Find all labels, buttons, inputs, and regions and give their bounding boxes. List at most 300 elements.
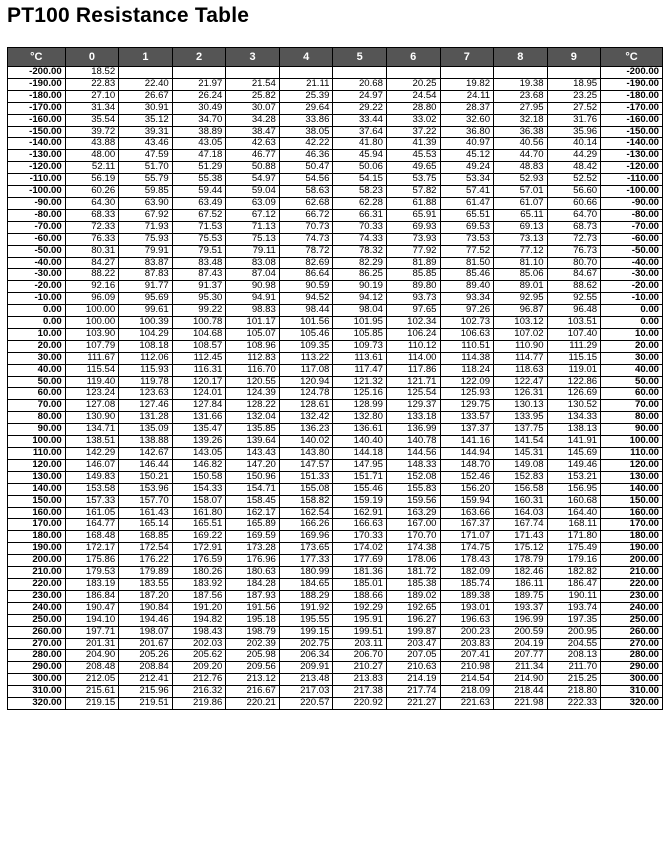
resistance-cell: 144.56	[386, 448, 440, 460]
resistance-cell: 58.23	[333, 186, 387, 198]
resistance-cell: 48.00	[65, 150, 119, 162]
temperature-cell: 80.00	[601, 412, 663, 424]
resistance-cell: 52.11	[65, 162, 119, 174]
temperature-cell: 100.00	[601, 436, 663, 448]
resistance-cell: 193.74	[547, 602, 601, 614]
resistance-cell: 165.51	[172, 519, 226, 531]
resistance-cell: 204.90	[65, 650, 119, 662]
resistance-cell: 29.64	[279, 102, 333, 114]
resistance-cell: 83.87	[119, 257, 173, 269]
resistance-cell: 156.20	[440, 483, 494, 495]
temperature-cell: -140.00	[8, 138, 66, 150]
resistance-cell	[440, 67, 494, 79]
temperature-cell: 10.00	[601, 328, 663, 340]
resistance-cell: 90.19	[333, 281, 387, 293]
resistance-cell: 181.36	[333, 567, 387, 579]
resistance-cell: 101.56	[279, 317, 333, 329]
temperature-cell: -200.00	[8, 67, 66, 79]
resistance-cell: 70.73	[279, 221, 333, 233]
resistance-cell: 201.67	[119, 638, 173, 650]
resistance-cell: 53.75	[386, 174, 440, 186]
resistance-cell: 20.25	[386, 78, 440, 90]
table-row	[8, 102, 663, 114]
temperature-cell: 300.00	[601, 674, 663, 686]
resistance-cell: 198.79	[226, 626, 280, 638]
table-row	[8, 638, 663, 650]
temperature-cell: 20.00	[601, 340, 663, 352]
resistance-cell: 207.41	[440, 650, 494, 662]
temperature-cell: -10.00	[601, 293, 663, 305]
resistance-cell: 35.96	[547, 126, 601, 138]
resistance-cell: 125.54	[386, 388, 440, 400]
temperature-cell: -130.00	[8, 150, 66, 162]
resistance-cell: 172.54	[119, 543, 173, 555]
resistance-cell: 174.02	[333, 543, 387, 555]
temperature-cell: 200.00	[8, 555, 66, 567]
table-row	[8, 388, 663, 400]
resistance-cell: 129.37	[386, 400, 440, 412]
resistance-cell: 80.31	[65, 245, 119, 257]
resistance-cell: 185.38	[386, 578, 440, 590]
temperature-cell: 270.00	[601, 638, 663, 650]
resistance-cell: 188.66	[333, 590, 387, 602]
resistance-cell: 75.13	[226, 233, 280, 245]
temperature-cell: -180.00	[601, 90, 663, 102]
table-row	[8, 555, 663, 567]
resistance-cell: 89.40	[440, 281, 494, 293]
resistance-cell: 104.29	[119, 328, 173, 340]
resistance-cell: 133.18	[386, 412, 440, 424]
temperature-cell: 0.00	[601, 317, 663, 329]
resistance-cell: 188.29	[279, 590, 333, 602]
resistance-cell: 98.04	[333, 305, 387, 317]
resistance-cell: 36.38	[494, 126, 548, 138]
temperature-cell: 320.00	[601, 698, 663, 710]
resistance-cell: 218.09	[440, 686, 494, 698]
resistance-cell: 19.38	[494, 78, 548, 90]
table-row	[8, 507, 663, 519]
resistance-cell: 96.87	[494, 305, 548, 317]
resistance-cell: 203.11	[333, 638, 387, 650]
temperature-cell: -150.00	[601, 126, 663, 138]
resistance-cell: 66.72	[279, 209, 333, 221]
resistance-cell: 45.94	[333, 150, 387, 162]
resistance-cell: 205.98	[226, 650, 280, 662]
resistance-cell: 105.07	[226, 328, 280, 340]
resistance-cell: 189.02	[386, 590, 440, 602]
resistance-cell: 82.69	[279, 257, 333, 269]
resistance-cell: 27.95	[494, 102, 548, 114]
resistance-cell: 52.93	[494, 174, 548, 186]
resistance-cell: 133.57	[440, 412, 494, 424]
resistance-cell: 127.46	[119, 400, 173, 412]
resistance-cell: 137.75	[494, 424, 548, 436]
resistance-cell: 147.95	[333, 459, 387, 471]
temperature-cell: -90.00	[8, 197, 66, 209]
resistance-cell: 155.46	[333, 483, 387, 495]
resistance-cell: 21.54	[226, 78, 280, 90]
resistance-cell: 81.10	[494, 257, 548, 269]
resistance-cell: 41.39	[386, 138, 440, 150]
resistance-cell: 215.25	[547, 674, 601, 686]
resistance-cell: 77.92	[386, 245, 440, 257]
resistance-cell: 180.63	[226, 567, 280, 579]
resistance-cell: 221.63	[440, 698, 494, 710]
resistance-cell: 168.85	[119, 531, 173, 543]
table-row	[8, 483, 663, 495]
resistance-cell: 196.63	[440, 614, 494, 626]
temperature-cell: -130.00	[601, 150, 663, 162]
temperature-cell: 0.00	[8, 317, 66, 329]
resistance-cell: 204.55	[547, 638, 601, 650]
table-row	[8, 138, 663, 150]
resistance-cell: 202.39	[226, 638, 280, 650]
resistance-cell: 181.72	[386, 567, 440, 579]
resistance-cell: 117.08	[279, 364, 333, 376]
resistance-cell: 153.58	[65, 483, 119, 495]
table-row	[8, 614, 663, 626]
resistance-cell: 89.01	[494, 281, 548, 293]
temperature-cell: 260.00	[8, 626, 66, 638]
temperature-cell: -50.00	[8, 245, 66, 257]
resistance-cell: 207.05	[386, 650, 440, 662]
resistance-cell: 216.32	[172, 686, 226, 698]
resistance-cell: 189.75	[494, 590, 548, 602]
temperature-cell: 160.00	[601, 507, 663, 519]
resistance-cell: 27.52	[547, 102, 601, 114]
resistance-cell: 64.70	[547, 209, 601, 221]
resistance-cell: 164.03	[494, 507, 548, 519]
resistance-cell: 172.17	[65, 543, 119, 555]
resistance-table-container	[7, 47, 663, 710]
resistance-cell: 166.63	[333, 519, 387, 531]
resistance-cell: 217.03	[279, 686, 333, 698]
resistance-cell: 97.26	[440, 305, 494, 317]
resistance-cell: 63.49	[172, 197, 226, 209]
resistance-cell: 46.77	[226, 150, 280, 162]
resistance-cell: 131.28	[119, 412, 173, 424]
resistance-cell: 57.41	[440, 186, 494, 198]
resistance-cell: 102.73	[440, 317, 494, 329]
resistance-cell: 115.15	[547, 352, 601, 364]
resistance-cell: 92.16	[65, 281, 119, 293]
temperature-cell: 190.00	[601, 543, 663, 555]
resistance-cell: 59.04	[226, 186, 280, 198]
resistance-cell: 162.91	[333, 507, 387, 519]
resistance-cell: 218.44	[494, 686, 548, 698]
temperature-cell: -80.00	[601, 209, 663, 221]
resistance-cell: 140.78	[386, 436, 440, 448]
resistance-cell: 190.84	[119, 602, 173, 614]
resistance-cell: 47.59	[119, 150, 173, 162]
temperature-cell: -170.00	[8, 102, 66, 114]
resistance-cell: 150.21	[119, 471, 173, 483]
resistance-cell: 179.53	[65, 567, 119, 579]
resistance-cell: 178.79	[494, 555, 548, 567]
temperature-cell: -200.00	[601, 67, 663, 79]
resistance-cell: 190.11	[547, 590, 601, 602]
resistance-cell: 103.51	[547, 317, 601, 329]
temperature-cell: -150.00	[8, 126, 66, 138]
resistance-cell: 171.07	[440, 531, 494, 543]
resistance-cell: 62.28	[333, 197, 387, 209]
temperature-cell: -10.00	[8, 293, 66, 305]
table-row	[8, 221, 663, 233]
resistance-cell: 75.53	[172, 233, 226, 245]
column-header-digit: 0	[65, 48, 119, 67]
temperature-cell: 70.00	[601, 400, 663, 412]
resistance-cell: 122.86	[547, 376, 601, 388]
resistance-cell: 161.43	[119, 507, 173, 519]
resistance-cell: 43.05	[172, 138, 226, 150]
resistance-cell: 205.62	[172, 650, 226, 662]
resistance-cell: 215.96	[119, 686, 173, 698]
resistance-cell: 160.68	[547, 495, 601, 507]
resistance-cell: 186.11	[494, 578, 548, 590]
resistance-cell	[119, 67, 173, 79]
resistance-cell: 176.22	[119, 555, 173, 567]
resistance-cell: 212.05	[65, 674, 119, 686]
resistance-cell	[386, 67, 440, 79]
resistance-cell: 96.48	[547, 305, 601, 317]
resistance-cell: 67.12	[226, 209, 280, 221]
resistance-cell: 52.52	[547, 174, 601, 186]
temperature-cell: 290.00	[601, 662, 663, 674]
resistance-cell: 179.89	[119, 567, 173, 579]
resistance-cell: 179.16	[547, 555, 601, 567]
resistance-cell: 116.31	[172, 364, 226, 376]
resistance-cell: 48.83	[494, 162, 548, 174]
resistance-cell: 83.08	[226, 257, 280, 269]
resistance-cell: 70.33	[333, 221, 387, 233]
resistance-cell: 79.11	[226, 245, 280, 257]
resistance-cell: 71.13	[226, 221, 280, 233]
resistance-cell: 149.83	[65, 471, 119, 483]
resistance-cell: 84.27	[65, 257, 119, 269]
temperature-cell: -160.00	[8, 114, 66, 126]
temperature-cell: 210.00	[601, 567, 663, 579]
resistance-cell: 180.26	[172, 567, 226, 579]
resistance-cell: 107.79	[65, 340, 119, 352]
resistance-cell: 138.13	[547, 424, 601, 436]
resistance-cell: 39.72	[65, 126, 119, 138]
resistance-cell: 69.13	[494, 221, 548, 233]
resistance-cell: 209.20	[172, 662, 226, 674]
table-row	[8, 400, 663, 412]
table-row	[8, 340, 663, 352]
resistance-cell: 195.18	[226, 614, 280, 626]
resistance-cell: 177.69	[333, 555, 387, 567]
temperature-cell: 290.00	[8, 662, 66, 674]
resistance-cell: 152.83	[494, 471, 548, 483]
resistance-cell: 143.43	[226, 448, 280, 460]
temperature-cell: 140.00	[601, 483, 663, 495]
resistance-cell: 94.52	[279, 293, 333, 305]
resistance-cell: 187.93	[226, 590, 280, 602]
resistance-cell: 59.85	[119, 186, 173, 198]
temperature-cell: -110.00	[8, 174, 66, 186]
resistance-cell: 32.60	[440, 114, 494, 126]
table-body	[8, 67, 663, 710]
resistance-cell: 22.83	[65, 78, 119, 90]
resistance-cell: 176.59	[172, 555, 226, 567]
temperature-cell: 20.00	[8, 340, 66, 352]
resistance-cell: 185.01	[333, 578, 387, 590]
resistance-cell: 145.69	[547, 448, 601, 460]
resistance-cell: 169.96	[279, 531, 333, 543]
table-row	[8, 328, 663, 340]
resistance-cell: 31.34	[65, 102, 119, 114]
resistance-cell: 121.71	[386, 376, 440, 388]
resistance-cell	[226, 67, 280, 79]
resistance-cell: 192.29	[333, 602, 387, 614]
resistance-cell: 100.78	[172, 317, 226, 329]
resistance-cell: 143.80	[279, 448, 333, 460]
temperature-cell: 140.00	[8, 483, 66, 495]
resistance-cell: 147.20	[226, 459, 280, 471]
resistance-cell: 65.51	[440, 209, 494, 221]
resistance-cell: 146.82	[172, 459, 226, 471]
table-row	[8, 626, 663, 638]
resistance-cell: 42.22	[279, 138, 333, 150]
resistance-cell: 23.68	[494, 90, 548, 102]
resistance-cell: 68.33	[65, 209, 119, 221]
resistance-cell: 175.49	[547, 543, 601, 555]
resistance-cell: 43.88	[65, 138, 119, 150]
resistance-cell: 215.61	[65, 686, 119, 698]
column-header-digit: 4	[279, 48, 333, 67]
temperature-cell: -40.00	[601, 257, 663, 269]
resistance-cell: 159.94	[440, 495, 494, 507]
resistance-cell: 191.92	[279, 602, 333, 614]
resistance-cell: 217.38	[333, 686, 387, 698]
temperature-cell: 130.00	[601, 471, 663, 483]
resistance-cell: 73.13	[494, 233, 548, 245]
temperature-cell: -60.00	[601, 233, 663, 245]
resistance-cell: 135.09	[119, 424, 173, 436]
resistance-cell: 61.88	[386, 197, 440, 209]
column-header-digit: 9	[547, 48, 601, 67]
resistance-cell: 214.54	[440, 674, 494, 686]
resistance-cell: 81.50	[440, 257, 494, 269]
resistance-cell: 90.98	[226, 281, 280, 293]
table-row	[8, 209, 663, 221]
resistance-cell: 172.91	[172, 543, 226, 555]
table-row	[8, 686, 663, 698]
temperature-cell: -120.00	[8, 162, 66, 174]
resistance-cell: 139.64	[226, 436, 280, 448]
resistance-cell: 142.67	[119, 448, 173, 460]
temperature-cell: -30.00	[601, 269, 663, 281]
temperature-cell: 300.00	[8, 674, 66, 686]
table-row	[8, 424, 663, 436]
resistance-cell: 144.18	[333, 448, 387, 460]
resistance-cell: 35.12	[119, 114, 173, 126]
resistance-cell: 88.22	[65, 269, 119, 281]
resistance-cell	[333, 67, 387, 79]
resistance-cell: 119.78	[119, 376, 173, 388]
resistance-cell: 100.39	[119, 317, 173, 329]
resistance-cell: 221.98	[494, 698, 548, 710]
resistance-cell: 122.09	[440, 376, 494, 388]
resistance-cell: 180.99	[279, 567, 333, 579]
temperature-cell: 250.00	[601, 614, 663, 626]
resistance-cell: 86.25	[333, 269, 387, 281]
temperature-cell: 10.00	[8, 328, 66, 340]
resistance-cell: 214.19	[386, 674, 440, 686]
resistance-cell: 37.22	[386, 126, 440, 138]
resistance-cell: 199.51	[333, 626, 387, 638]
resistance-cell: 217.74	[386, 686, 440, 698]
resistance-cell: 134.33	[547, 412, 601, 424]
resistance-cell: 145.31	[494, 448, 548, 460]
resistance-cell: 79.91	[119, 245, 173, 257]
resistance-cell: 170.70	[386, 531, 440, 543]
resistance-cell: 34.28	[226, 114, 280, 126]
temperature-cell: 40.00	[601, 364, 663, 376]
resistance-cell: 152.46	[440, 471, 494, 483]
resistance-cell: 84.67	[547, 269, 601, 281]
resistance-cell: 113.22	[279, 352, 333, 364]
resistance-cell: 114.00	[386, 352, 440, 364]
resistance-cell: 103.90	[65, 328, 119, 340]
resistance-cell: 209.91	[279, 662, 333, 674]
resistance-cell: 99.22	[172, 305, 226, 317]
resistance-cell: 173.65	[279, 543, 333, 555]
temperature-cell: -90.00	[601, 197, 663, 209]
resistance-cell: 213.83	[333, 674, 387, 686]
resistance-cell: 114.38	[440, 352, 494, 364]
temperature-cell: -170.00	[601, 102, 663, 114]
resistance-cell: 149.46	[547, 459, 601, 471]
table-row	[8, 674, 663, 686]
resistance-cell: 213.48	[279, 674, 333, 686]
table-row	[8, 67, 663, 79]
resistance-cell: 134.71	[65, 424, 119, 436]
resistance-cell: 35.54	[65, 114, 119, 126]
resistance-cell: 106.24	[386, 328, 440, 340]
resistance-cell: 194.10	[65, 614, 119, 626]
resistance-cell: 57.01	[494, 186, 548, 198]
temperature-cell: 240.00	[8, 602, 66, 614]
table-row	[8, 281, 663, 293]
resistance-cell: 86.64	[279, 269, 333, 281]
resistance-cell: 149.08	[494, 459, 548, 471]
temperature-cell: 310.00	[8, 686, 66, 698]
resistance-cell: 85.46	[440, 269, 494, 281]
resistance-cell: 44.29	[547, 150, 601, 162]
resistance-cell: 209.56	[226, 662, 280, 674]
resistance-cell: 155.83	[386, 483, 440, 495]
resistance-cell: 162.17	[226, 507, 280, 519]
temperature-cell: -70.00	[8, 221, 66, 233]
resistance-cell: 156.95	[547, 483, 601, 495]
temperature-cell: 180.00	[8, 531, 66, 543]
resistance-cell: 54.56	[279, 174, 333, 186]
resistance-cell: 116.70	[226, 364, 280, 376]
resistance-cell: 138.88	[119, 436, 173, 448]
resistance-cell: 203.83	[440, 638, 494, 650]
resistance-cell: 158.07	[172, 495, 226, 507]
resistance-cell: 30.07	[226, 102, 280, 114]
resistance-cell: 109.73	[333, 340, 387, 352]
resistance-cell: 76.33	[65, 233, 119, 245]
resistance-cell: 71.93	[119, 221, 173, 233]
temperature-cell: 210.00	[8, 567, 66, 579]
table-row	[8, 197, 663, 209]
resistance-cell: 60.26	[65, 186, 119, 198]
resistance-cell: 38.05	[279, 126, 333, 138]
